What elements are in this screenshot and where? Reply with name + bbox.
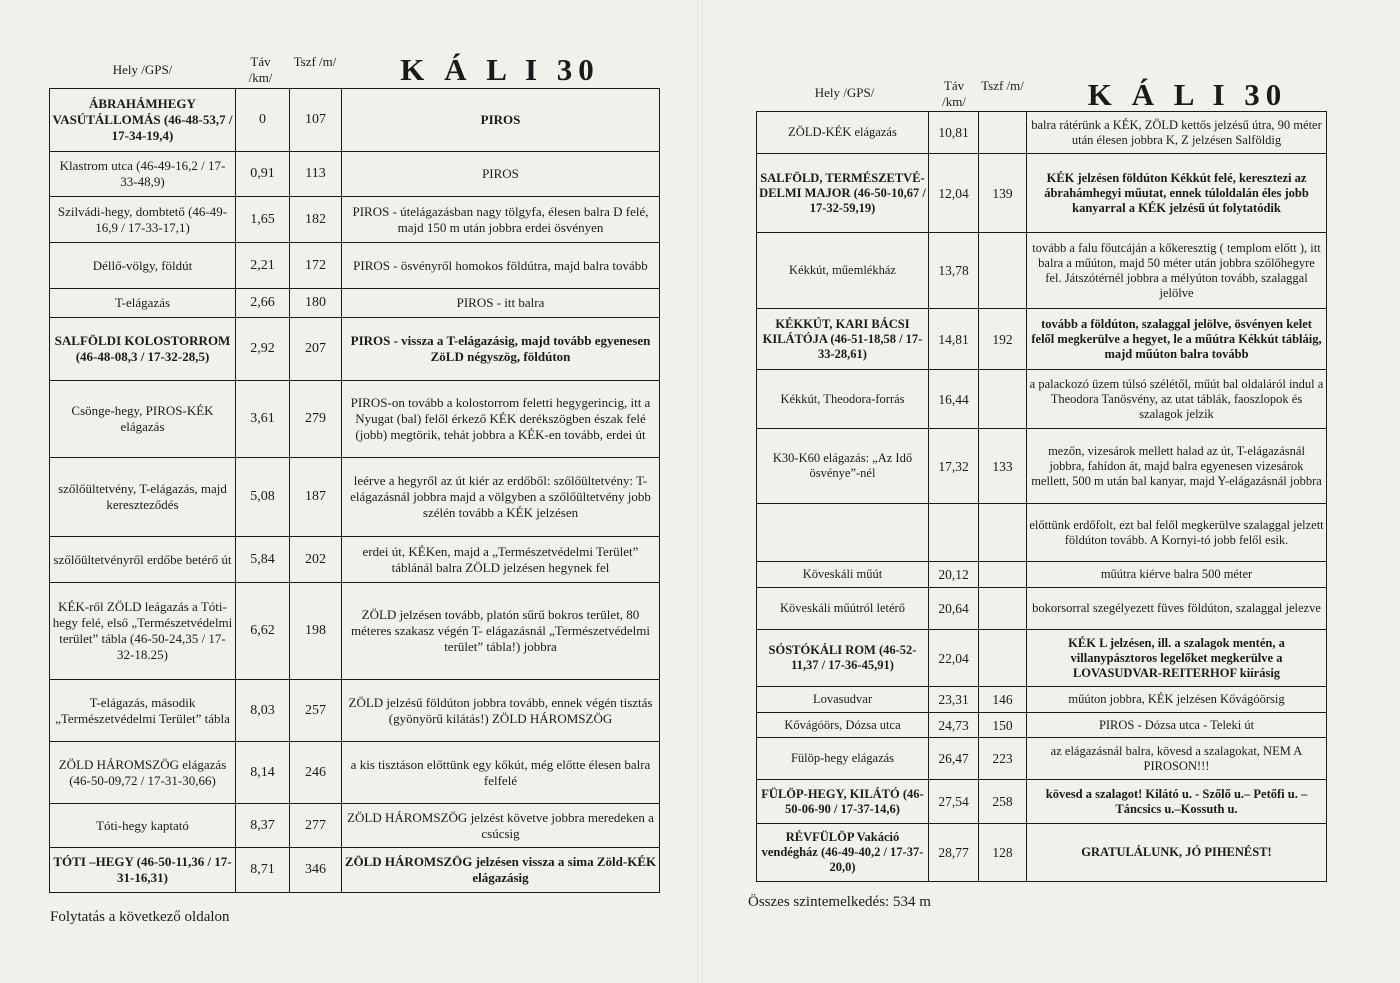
total-elevation-note: Összes szintemelkedés: 534 m — [748, 894, 931, 910]
altitude-cell — [979, 630, 1027, 687]
table-row — [757, 233, 1327, 309]
table-row — [757, 588, 1327, 630]
distance-cell: 3,61 — [236, 381, 290, 458]
table-row — [757, 309, 1327, 370]
distance-cell: 8,71 — [236, 848, 290, 893]
description-cell: leérve a hegyről az út kiér az erdőből: szőlőültetvény: T-elágazásnál jobbra majd a völgyben a szőlőültetvény jobb szélén tovább a KÉK jelzésen — [342, 458, 660, 537]
distance-cell: 12,04 — [929, 154, 979, 233]
place-cell: Kővágóörs, Dózsa utca — [757, 713, 929, 738]
table-row — [50, 289, 660, 318]
description-cell: PIROS — [342, 152, 660, 197]
description-cell: PIROS - vissza a T-elágazásig, majd tovább egyenesen ZöLD négyszög, földúton — [342, 318, 660, 381]
description-cell: GRATULÁLUNK, JÓ PIHENÉST! — [1027, 824, 1327, 882]
altitude-cell: 257 — [290, 680, 342, 742]
table-row — [757, 738, 1327, 780]
description-cell: tovább a falu főutcáján a kőkeresztig ( templom előtt ), itt balra a műúton, majd 50 méter után jobbra szőlőhegyre fel. Játszótérnél jobbra a mélyúton tovább, szalaggal jelölve — [1027, 233, 1327, 309]
table-row — [50, 381, 660, 458]
distance-cell: 2,92 — [236, 318, 290, 381]
table-row — [50, 318, 660, 381]
route-title: K Á L I 30 — [1087, 77, 1288, 112]
description-cell: tovább a földúton, szalaggal jelölve, ösvényen kelet felől megkerülve a hegyet, le a műútra Kékkút tábláig, majd műúton balra tovább — [1027, 309, 1327, 370]
table-row — [50, 197, 660, 243]
table-row — [50, 583, 660, 680]
altitude-cell: 202 — [290, 537, 342, 583]
description-cell: PIROS — [342, 89, 660, 152]
altitude-cell: 107 — [290, 89, 342, 152]
place-cell: Kékkút, műemlékház — [757, 233, 929, 309]
table-row — [50, 458, 660, 537]
table-row — [50, 89, 660, 152]
table-row — [757, 154, 1327, 233]
place-cell: T-elágazás, második „Természetvédelmi Terület” tábla — [50, 680, 236, 742]
distance-cell: 22,04 — [929, 630, 979, 687]
altitude-cell: 182 — [290, 197, 342, 243]
table-row — [50, 804, 660, 848]
description-cell: a kis tisztáson előttünk egy kőkút, még előtte élesen balra felfelé — [342, 742, 660, 804]
distance-cell: 8,37 — [236, 804, 290, 848]
place-cell: SÓSTÓKÁLI ROM (46-52-11,37 / 17-36-45,91) — [757, 630, 929, 687]
altitude-cell — [979, 233, 1027, 309]
altitude-column-header: Tszf /m/ — [293, 54, 337, 69]
distance-cell: 8,03 — [236, 680, 290, 742]
description-cell: ZÖLD jelzésű földúton jobbra tovább, ennek végén tisztás (gyönyörű kilátás!) ZÖLD HÁROMSZÖG — [342, 680, 660, 742]
distance-cell: 26,47 — [929, 738, 979, 780]
altitude-cell: 139 — [979, 154, 1027, 233]
table-row — [50, 537, 660, 583]
distance-cell: 16,44 — [929, 370, 979, 429]
altitude-column-header: Tszf /m/ — [981, 78, 1024, 93]
place-cell: Szilvádi-hegy, dombtető (46-49-16,9 / 17-33-17,1) — [50, 197, 236, 243]
description-cell: erdei út, KÉKen, majd a „Természetvédelmi Terület” táblánál balra ZÖLD jelzésen hegynek fel — [342, 537, 660, 583]
altitude-cell: 128 — [979, 824, 1027, 882]
distance-column-header: Táv /km/ — [248, 54, 273, 85]
distance-cell: 17,32 — [929, 429, 979, 504]
table-row — [757, 824, 1327, 882]
altitude-cell — [979, 562, 1027, 588]
distance-cell: 6,62 — [236, 583, 290, 680]
altitude-cell: 113 — [290, 152, 342, 197]
distance-cell: 10,81 — [929, 112, 979, 154]
distance-cell: 13,78 — [929, 233, 979, 309]
distance-cell: 2,66 — [236, 289, 290, 318]
place-cell: SALFÖLD, TERMÉSZETVÉ-DELMI MAJOR (46-50-10,67 / 17-32-59,19) — [757, 154, 929, 233]
table-row — [50, 848, 660, 893]
distance-cell: 1,65 — [236, 197, 290, 243]
altitude-cell: 187 — [290, 458, 342, 537]
route-table-right — [756, 111, 1327, 882]
place-cell: Fülöp-hegy elágazás — [757, 738, 929, 780]
place-cell: TÓTI –HEGY (46-50-11,36 / 17-31-16,31) — [50, 848, 236, 893]
place-cell: Lovasudvar — [757, 687, 929, 713]
description-cell: PIROS - Dózsa utca - Teleki út — [1027, 713, 1327, 738]
description-cell: PIROS - itt balra — [342, 289, 660, 318]
distance-cell: 5,84 — [236, 537, 290, 583]
place-cell: Tóti-hegy kaptató — [50, 804, 236, 848]
description-cell: ZÖLD HÁROMSZÖG jelzést követve jobbra meredeken a csúcsig — [342, 804, 660, 848]
altitude-cell: 198 — [290, 583, 342, 680]
description-cell: kövesd a szalagot! Kilátó u. - Szőlő u.– Petőfi u. – Táncsics u.–Kossuth u. — [1027, 780, 1327, 824]
altitude-cell — [979, 504, 1027, 562]
altitude-cell: 246 — [290, 742, 342, 804]
altitude-cell: 172 — [290, 243, 342, 289]
altitude-cell: 277 — [290, 804, 342, 848]
place-cell: Köveskáli műút — [757, 562, 929, 588]
altitude-cell: 258 — [979, 780, 1027, 824]
distance-cell: 5,08 — [236, 458, 290, 537]
place-cell: Déllő-völgy, földút — [50, 243, 236, 289]
altitude-cell: 207 — [290, 318, 342, 381]
distance-column-header: Táv /km/ — [942, 78, 966, 109]
place-cell: KÉK-ről ZÖLD leágazás a Tóti-hegy felé, első „Természetvédelmi terület” tábla (46-50-24,35 / 17-32-18.25) — [50, 583, 236, 680]
table-row — [757, 370, 1327, 429]
altitude-cell: 180 — [290, 289, 342, 318]
description-cell: KÉK L jelzésen, ill. a szalagok mentén, a villanypásztoros legelőket megkerülve a LOVASUDVAR-REITERHOF kiírásig — [1027, 630, 1327, 687]
altitude-cell: 279 — [290, 381, 342, 458]
place-cell: KÉKKÚT, KARI BÁCSI KILÁTÓJA (46-51-18,58 / 17-33-28,61) — [757, 309, 929, 370]
distance-cell: 27,54 — [929, 780, 979, 824]
description-cell: PIROS-on tovább a kolostorrom feletti hegygerincig, itt a Nyugat (bal) felől érkező KÉK derékszögben észak felé (jobb) megtörik, tehát jobbra a KÉK-en tovább, erdei út — [342, 381, 660, 458]
distance-cell: 20,64 — [929, 588, 979, 630]
description-cell: ZÖLD jelzésen tovább, platón sűrű bokros terület, 80 méteres szakasz végén T- elágazásnál „Természetvédelmi terület” tábla!) jobbra — [342, 583, 660, 680]
place-cell: ÁBRAHÁMHEGY VASÚTÁLLOMÁS (46-48-53,7 / 17-34-19,4) — [50, 89, 236, 152]
altitude-cell: 192 — [979, 309, 1027, 370]
altitude-cell — [979, 112, 1027, 154]
altitude-cell: 223 — [979, 738, 1027, 780]
table-row — [757, 562, 1327, 588]
distance-cell: 0,91 — [236, 152, 290, 197]
table-row — [50, 243, 660, 289]
place-cell: T-elágazás — [50, 289, 236, 318]
altitude-cell: 146 — [979, 687, 1027, 713]
place-column-header: Hely /GPS/ — [112, 62, 173, 77]
altitude-cell: 150 — [979, 713, 1027, 738]
table-row — [50, 152, 660, 197]
route-table-left — [49, 88, 660, 893]
altitude-cell — [979, 370, 1027, 429]
description-cell: az elágazásnál balra, kövesd a szalagokat, NEM A PIROSON!!! — [1027, 738, 1327, 780]
place-cell: ZÖLD-KÉK elágazás — [757, 112, 929, 154]
place-cell: RÉVFÜLÖP Vakáció vendégház (46-49-40,2 / 17-37-20,0) — [757, 824, 929, 882]
place-cell — [757, 504, 929, 562]
place-column-header: Hely /GPS/ — [814, 85, 875, 100]
route-title: K Á L I 30 — [400, 52, 600, 87]
description-cell: PIROS - útelágazásban nagy tölgyfa, élesen balra D felé, majd 150 m után jobbra erdei ösvényen — [342, 197, 660, 243]
table-row — [757, 630, 1327, 687]
table-row — [757, 713, 1327, 738]
table-row — [50, 680, 660, 742]
place-cell: Köveskáli műútról letérő — [757, 588, 929, 630]
table-row — [50, 742, 660, 804]
table-row — [757, 429, 1327, 504]
place-cell: Csönge-hegy, PIROS-KÉK elágazás — [50, 381, 236, 458]
right-page — [700, 0, 1400, 983]
description-cell: előttünk erdőfolt, ezt bal felől megkerülve szalaggal jelzett földúton tovább. A Kornyi-tó jobb felől esik. — [1027, 504, 1327, 562]
distance-cell: 24,73 — [929, 713, 979, 738]
distance-cell: 0 — [236, 89, 290, 152]
distance-cell: 28,77 — [929, 824, 979, 882]
table-row — [757, 112, 1327, 154]
description-cell: műúton jobbra, KÉK jelzésen Kővágóörsig — [1027, 687, 1327, 713]
description-cell: KÉK jelzésen földúton Kékkút felé, keresztezi az ábrahámhegyi műutat, ennek túloldalán éles jobb kanyarral a KÉK jelzésű út folytatódik — [1027, 154, 1327, 233]
description-cell: a palackozó üzem túlsó szélétől, műút bal oldaláról indul a Theodora Tanösvény, az utat táblák, faoszlopok és szalagok jelzik — [1027, 370, 1327, 429]
distance-cell: 2,21 — [236, 243, 290, 289]
altitude-cell: 346 — [290, 848, 342, 893]
place-cell: ZÖLD HÁROMSZÖG elágazás (46-50-09,72 / 17-31-30,66) — [50, 742, 236, 804]
place-cell: Klastrom utca (46-49-16,2 / 17-33-48,9) — [50, 152, 236, 197]
place-cell: FÜLÖP-HEGY, KILÁTÓ (46-50-06-90 / 17-37-14,6) — [757, 780, 929, 824]
altitude-cell — [979, 588, 1027, 630]
description-cell: műútra kiérve balra 500 méter — [1027, 562, 1327, 588]
distance-cell: 20,12 — [929, 562, 979, 588]
table-row — [757, 687, 1327, 713]
description-cell: balra rátérünk a KÉK, ZÖLD kettős jelzésű útra, 90 méter után élesen jobbra K, Z jelzésen Salföldig — [1027, 112, 1327, 154]
continuation-note: Folytatás a következő oldalon — [50, 909, 230, 925]
table-row — [757, 504, 1327, 562]
distance-cell: 14,81 — [929, 309, 979, 370]
place-cell: Kékkút, Theodora-forrás — [757, 370, 929, 429]
distance-cell: 8,14 — [236, 742, 290, 804]
description-cell: PIROS - ösvényről homokos földútra, majd balra tovább — [342, 243, 660, 289]
place-cell: szőlőültetvény, T-elágazás, majd kereszteződés — [50, 458, 236, 537]
place-cell: K30-K60 elágazás: „Az Idő ösvénye”-nél — [757, 429, 929, 504]
distance-cell: 23,31 — [929, 687, 979, 713]
table-row — [757, 780, 1327, 824]
distance-cell — [929, 504, 979, 562]
altitude-cell: 133 — [979, 429, 1027, 504]
description-cell: mezőn, vizesárok mellett halad az út, T-elágazásnál jobbra, fahídon át, majd balra egyenesen vizesárok mellett, 500 m után bal kanyar, majd Y-elágazásnál jobbra — [1027, 429, 1327, 504]
place-cell: szőlőültetvényről erdőbe betérő út — [50, 537, 236, 583]
description-cell: ZÖLD HÁROMSZÖG jelzésen vissza a sima Zöld-KÉK elágazásig — [342, 848, 660, 893]
description-cell: bokorsorral szegélyezett füves földúton, szalaggal jelezve — [1027, 588, 1327, 630]
place-cell: SALFÖLDI KOLOSTORROM (46-48-08,3 / 17-32-28,5) — [50, 318, 236, 381]
